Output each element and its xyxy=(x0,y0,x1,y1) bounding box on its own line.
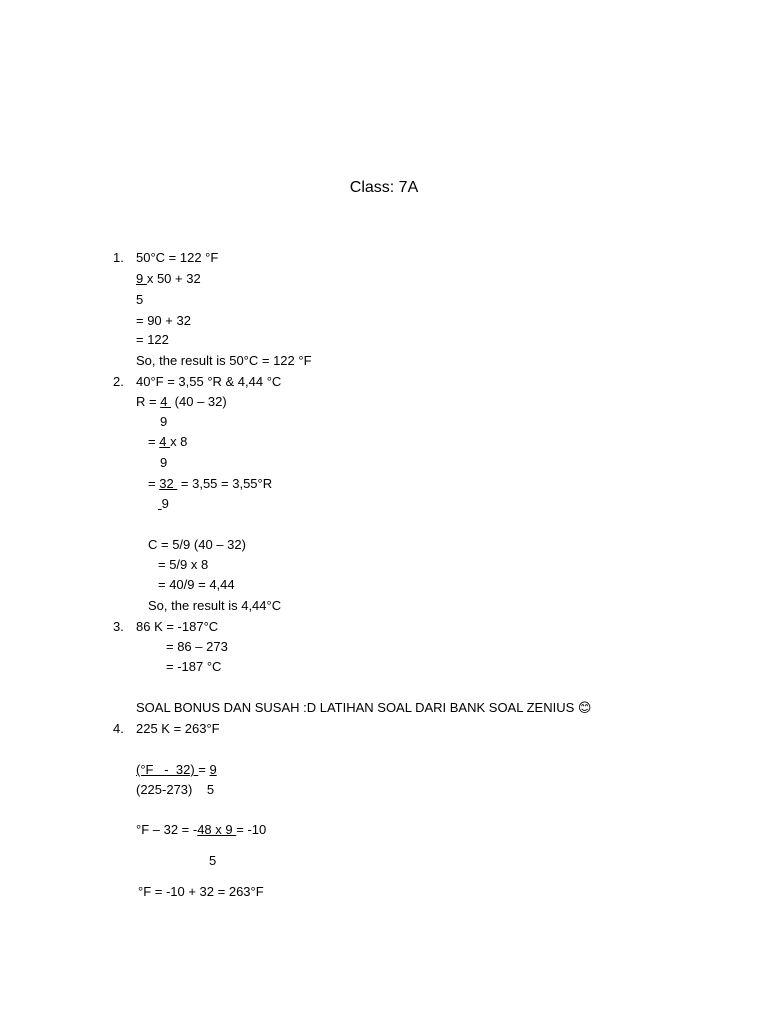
q2-r-denominator: 9 xyxy=(160,414,168,429)
q4-equation xyxy=(136,761,217,778)
q1-result: So, the result is 50°C = 122 °F xyxy=(136,353,312,368)
q2-r2-rest: x 8 xyxy=(170,434,188,449)
q3-step2: = -187 °C xyxy=(166,659,222,674)
q2-r3-denominator xyxy=(158,495,169,512)
q2-r2-denominator: 9 xyxy=(160,455,168,470)
q4-eq-equals: = xyxy=(198,762,210,777)
q2-c-step1: C = 5/9 (40 – 32) xyxy=(148,537,246,552)
page-title: Class: 7A xyxy=(349,179,419,196)
q4-step2-denominator: 5 xyxy=(209,853,217,868)
q2-r-rest: (40 – 32) xyxy=(171,394,227,409)
q4-header: 225 K = 263°F xyxy=(136,721,220,736)
q2-c-step3: = 40/9 = 4,44 xyxy=(158,577,235,592)
item-number-3: 3. xyxy=(113,619,124,634)
q1-step2: = 90 + 32 xyxy=(136,313,191,328)
q2-r2-numerator: 4 xyxy=(159,434,171,449)
q4-step2-numerator: 48 x 9 xyxy=(197,822,237,837)
q1-fraction-numerator: 9 xyxy=(136,271,147,286)
q2-r3-den-value: 9 xyxy=(161,496,169,511)
q4-step2 xyxy=(136,821,266,838)
q2-r-step2 xyxy=(148,433,187,450)
q4-eq-numerator: (°F - 32) xyxy=(136,762,199,777)
q1-step1-rest: x 50 + 32 xyxy=(146,271,201,286)
q1-fraction-denominator: 5 xyxy=(136,292,144,307)
bonus-heading xyxy=(136,699,591,716)
q2-r-step3 xyxy=(148,475,272,492)
q1-header: 50°C = 122 °F xyxy=(136,250,219,265)
q4-result: °F = -10 + 32 = 263°F xyxy=(138,884,264,899)
q2-r2-prefix: = xyxy=(148,434,160,449)
q4-eq-right-numerator: 9 xyxy=(209,762,217,777)
q3-header: 86 K = -187°C xyxy=(136,619,219,634)
smiley-icon: 😊 xyxy=(577,700,592,715)
q2-r3-rest: = 3,55 = 3,55°R xyxy=(177,476,273,491)
q4-step2-prefix: °F – 32 = - xyxy=(136,822,198,837)
bonus-text: SOAL BONUS DAN SUSAH :D LATIHAN SOAL DARI BANK SOAL ZENIUS xyxy=(136,700,578,715)
item-number-1: 1. xyxy=(113,250,124,265)
q2-c-step2: = 5/9 x 8 xyxy=(158,557,209,572)
q2-result: So, the result is 4,44°C xyxy=(148,598,282,613)
q2-r-step1 xyxy=(136,393,227,410)
q1-step3: = 122 xyxy=(136,332,169,347)
item-number-2: 2. xyxy=(113,374,124,389)
q1-step1 xyxy=(136,270,201,287)
q2-r3-prefix: = xyxy=(148,476,160,491)
q2-r3-numerator: 32 xyxy=(159,476,178,491)
q3-step1: = 86 – 273 xyxy=(166,639,228,654)
q2-r-numerator: 4 xyxy=(160,394,172,409)
q2-header: 40°F = 3,55 °R & 4,44 °C xyxy=(136,374,282,389)
q4-eq-denominators: (225-273) 5 xyxy=(136,782,215,797)
q2-r-prefix: R = xyxy=(136,394,161,409)
item-number-4: 4. xyxy=(113,721,124,736)
q4-step2-rest: = -10 xyxy=(236,822,267,837)
